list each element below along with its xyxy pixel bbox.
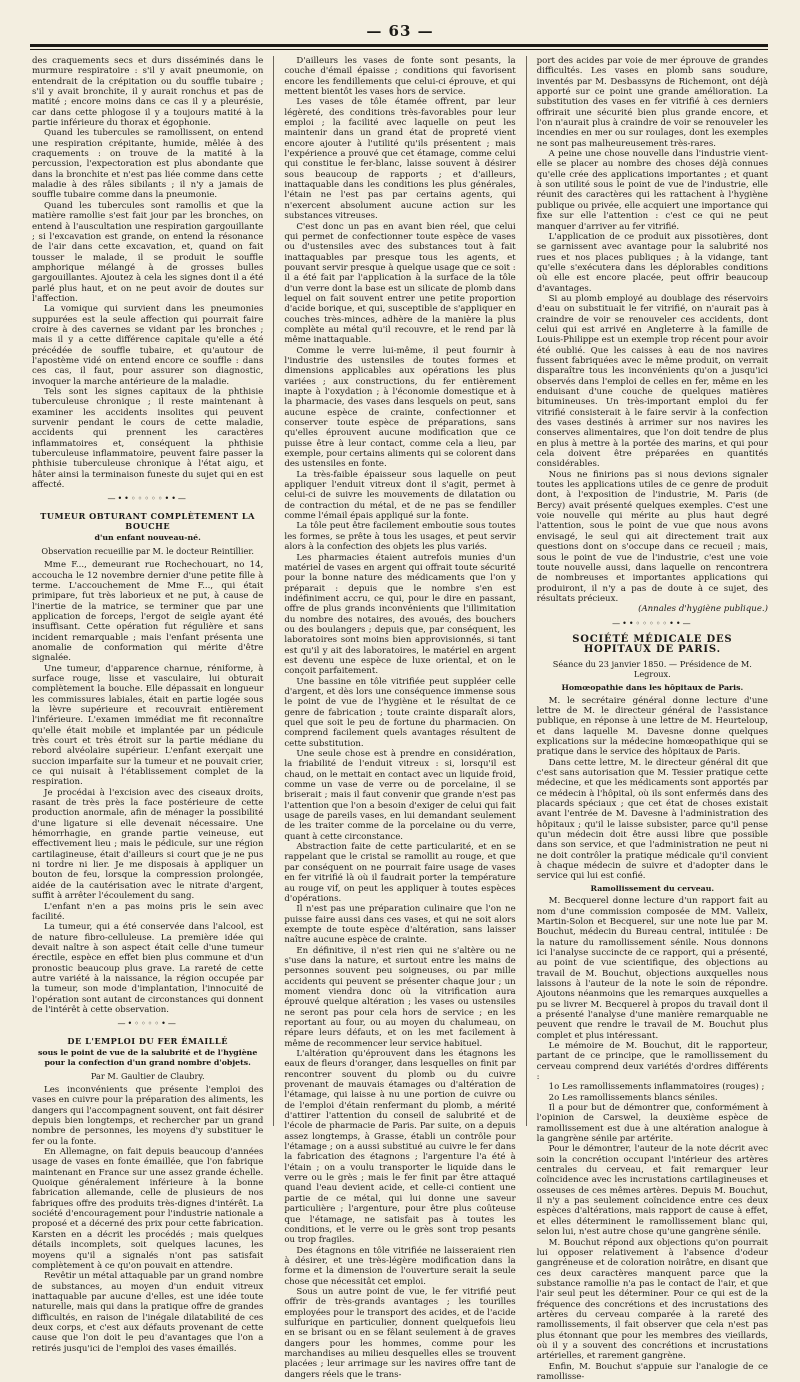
paragraph: M. Bouchut répond aux objections qu'on pourrait lui opposer relativement à l'absence d'odeur gangréneuse et de coloration noirâtre, en disant que ces deux caractères manquent parce que la substance ramollie n'a pas le contact de l'air, et que l'air seul peut les déterminer. Pour ce qui est de la fréquence des concrétions et des incrustations des artères du cerveau comparée à la rareté des ramollissements, il fait observer que cela n'est pas plus étonnant que pour les membres des vieillards, où il y a souvent des concrétions et incrustations artérielles, et rarement gangrène. — [536, 1237, 769, 1362]
paragraph: Il n'est pas une préparation culinaire que l'on ne puisse faire aussi dans ces vases, et qui ne soit alors exempte de toute espèce d'altération, sans laisser naître aucune espèce de crainte. — [284, 904, 516, 946]
columns — [32, 56, 769, 1382]
paragraph: Les pharmacies étaient autrefois munies d'un matériel de vases en argent qui offrait toute sécurité pour la bonne nature des médicaments que l'on y préparait : depuis que le nombre s'en est indéfiniment accru, ce qui, pour le dire en passant, offre de plus grands inconvénients que l'illimitation du nombre des notaires, des avoués, des bouchers ou des boulangers ; depuis que, par conséquent, les laboratoires sont moins bien approvisionnés, si tant est qu'il y ait des laboratoires, le matériel en argent est devenu une espèce de luxe oriental, et on le conçoit parfaitement. — [284, 552, 516, 677]
column-divider — [526, 56, 527, 1126]
article-title: TUMEUR OBTURANT COMPLÈTEMENT LA BOUCHE — [40, 510, 256, 532]
ornament-divider: —••◦◦◦◦◦••— — [107, 494, 188, 504]
paragraph: Tels sont les signes capitaux de la phthisie tuberculeuse chronique ; il reste maintenant à examiner les accidents insolites qui peuvent survenir pendant le cours de cette maladie, accidents qui prennent les caractères inflammatoires et, conséquent la phthisie tuberculeuse inflammatoire, peuvent faire passer la phthisie tuberculeuse chronique à l'état aigu, et hâter ainsi la terminaison funeste du sujet qui en est affecté. — [32, 387, 264, 491]
paragraph: Les vases de tôle étamée offrent, par leur légèreté, des conditions très-favorables pour leur emploi ; la facilité avec laquelle on peut les maintenir dans un grand état de propreté vient encore ajouter à l'utilité qu'ils présentent ; mais l'expérience a prouvé que cet étamage, comme celui qui constitue le fer-blanc, laisse souvent à désirer sous beaucoup de rapports ; et d'ailleurs, inattaquable dans les conditions les plus générales, l'étain ne l'est pas par certains agents, qui n'exercent absolument aucune action sur les substances vitreuses. — [284, 97, 516, 222]
paragraph: Comme le verre lui-même, il peut fournir à l'industrie des ustensiles de toutes formes et dimensions applicables aux opérations les plus variées ; aux constructions, du fer entièrement inapte à l'oxydation ; à l'économie domestique et à la pharmacie, des vases dans lesquels on peut, sans aucune espèce de crainte, confectionner et conserver toute espèce de préparations, sans qu'elles éprouvent aucune modification que ce puisse être à leur contact, comme cela a lieu, par exemple, pour certains aliments qui se colorent dans des ustensiles en fonte. — [284, 345, 516, 470]
paragraph: Quand les tubercules sont ramollis et que la matière ramollie s'est fait jour par les bronches, on entend à l'auscultation une respiration gargouillante ; si l'excavation est grande, on entend la résonance de l'air dans cette excavation, et, quand on fait tousser le malade, il se produit le souffle amphorique mélangé à de grosses bulles gargouillantes. Ajoutez à cela les signes dont il a été parlé plus haut, et on ne peut avoir de doutes sur l'affection. — [32, 200, 264, 304]
paragraph: L'altération qu'éprouvent dans les étagnons les eaux de fleurs d'oranger, dans lesquelles on finit par rencontrer souvent du plomb ou du cuivre provenant de mauvais étamages ou d'altération de l'étamage, qui laisse à nu une portion de cuivre ou de l'emploi d'étain renfermant du plomb, a mérité d'attirer l'attention du conseil de salubrité et de l'école de pharmacie de Paris. Par suite, on a depuis assez longtemps, à Grasse, établi un contrôle pour l'étamage ; on a aussi substitué au cuivre le fer dans la fabrication des étagnons ; l'argenture l'a été à l'étain ; on a voulu transporter le liquide dans le verre ou le grès ; mais le fer finit par être attaqué quand l'eau devient acide, et celle-ci contient une partie de ce métal, qui lui donne une saveur particulière ; l'argenture, pour être plus coûteuse que l'étamage, ne satisfait pas à toutes les conditions, et le verre ou le grès sont trop pesants ou trop fragiles. — [284, 1049, 516, 1246]
paragraph: La vomique qui survient dans les pneumonies suppurées est la seule affection qui pourrait faire croire à des cavernes se vidant par les bronches ; mais il y a cette différence capitale qu'elle a été précédée de souffle tubaire, et qu'autour de l'apostème vidé on entend encore ce souffle : dans ces cas, il faut, pour assurer son diagnostic, invoquer la marche antérieure de la maladie. — [32, 304, 264, 387]
paragraph: Une bassine en tôle vitrifiée peut suppléer celle d'argent, et dès lors une conséquence immense sous le point de vue de l'hygiène et le résultat de ce genre de fabrication ; toute crainte disparaît alors, quel que soit le peu de fortune du pharmacien. On comprend facilement quels avantages résultent de cette substitution. — [284, 676, 516, 749]
paragraph: La très-faible épaisseur sous laquelle on peut appliquer l'enduit vitreux dont il s'agit, permet à celui-ci de suivre les mouvements de dilatation ou de contraction du métal, et de ne pas se fendiller comme l'émail épais appliqué sur la fonte. — [284, 469, 516, 522]
paragraph: Revêtir un métal attaquable par un grand nombre de substances, au moyen d'un enduit vitreux inattaquable par aucune d'elles, est une idée toute naturelle, mais qui dans la pratique offre de grandes difficultés, en raison de l'inégale dilatabilité de ces deux corps, et c'est aux défauts provenant de cette cause que l'on doit le peu d'avantages que l'on a retirés jusqu'ici de l'emploi des vases émaillés. — [32, 1271, 264, 1354]
list-item: 1o Les ramollissements inflammatoires (rouges) ; — [548, 1082, 765, 1093]
paragraph: Des étagnons en tôle vitrifiée ne laisseraient rien à désirer, et une très-légère modification dans la forme et la dimension de l'ouverture serait la seule chose que nécessitât cet emploi. — [284, 1245, 516, 1287]
article-subtitle: sous le point de vue de la salubrité et de l'hygiène pour la confection d'un grand nombre d'objets. — [38, 1047, 258, 1068]
paragraph: La tôle peut être facilement emboutie sous toutes les formes, se prête à tous les usages, et peut servir alors à la confection des objets les plus variés. — [284, 521, 516, 553]
paragraph: A peine une chose nouvelle dans l'industrie vient-elle se placer au nombre des choses déjà connues qu'elle crée des applications importantes ; et quant à son utilité sous le point de vue de l'industrie, elle réunit des caractères qui les rattachent à l'hygiène publique ou privée, elle acquiert une importance qui fixe sur elle l'attention : c'est ce qui ne peut manquer d'arriver au fer vitrifié. — [536, 149, 769, 232]
header-rule — [30, 44, 768, 47]
article-subtitle: Ramollissement du cerveau. — [590, 883, 715, 893]
paragraph: C'est donc un pas en avant bien réel, que celui qui permet de confectionner toute espèce de vases ou d'ustensiles avec des substances tout à fait inattaquables par presque tous les agents, et pouvant servir presque à quelque usage que ce soit : il a été fait par l'application à la surface de la tôle d'un verre dont la base est un silicate de plomb dans lequel on fait souvent entrer une petite proportion d'acide borique, et qui, susceptible de s'appliquer en couches très-minces, adhère de la manière la plus complète au métal qu'il recouvre, et le rend par là même inattaquable. — [284, 221, 516, 346]
ornament-divider: —••◦◦◦◦◦••— — [612, 618, 693, 628]
paragraph: La tumeur, qui a été conservée dans l'alcool, est de nature fibro-celluleuse. La première idée qui devait naître à son aspect était celle d'une tumeur érectile, espèce en effet bien plus commune et d'un pronostic beaucoup plus grave. La rareté de cette autre variété à la naissance, la région occupée par la tumeur, son mode d'implantation, l'innocuité de l'opération sont autant de circonstances qui donnent de l'intérêt à cette observation. — [32, 922, 264, 1015]
paragraph: Pour le démontrer, l'auteur de la note décrit avec soin la concrétion occupant l'intérieur des artères centrales du cerveau, et fait remarquer leur coïncidence avec les incrustations cartilagineuses et osseuses de ces mêmes artères. Depuis M. Bouchut, il n'y a pas seulement coïncidence entre ces deux espèces d'altérations, mais rapport de cause à effet, et elles déterminent le ramollissement blanc qui, selon lui, n'est autre chose qu'une gangrène sénile. — [536, 1144, 769, 1238]
paragraph: Si au plomb employé au doublage des réservoirs d'eau on substituait le fer vitrifié, on n'aurait pas à craindre de voir se renouveler ces accidents, dont celui qui est arrivé en Angleterre à la famille de Louis-Philippe est un exemple trop récent pour avoir été oublié. Que les caisses à eau de nos navires fussent fabriquées avec le même produit, on verrait disparaître tous les inconvénients qu'on a jusqu'ici observés dans l'emploi de celles en fer, même en les enduisant d'une couche de quelques matières bitumineuses. Un très-important emploi du fer vitrifié consisterait à le faire servir à la confection des vases destinés à arrimer sur nos navires les conserves alimentaires, que l'on doit tendre de plus en plus à mettre à la portée des marins, et qui pour cela doivent être préparées en quantités considérables. — [536, 293, 769, 470]
page-number: — 63 — — [366, 22, 434, 40]
paragraph: L'enfant n'en a pas moins pris le sein avec facilité. — [32, 901, 264, 922]
paragraph: port des acides par voie de mer éprouve de grandes difficultés. Les vases en plomb sans soudure, inventés par M. Desbassyns de Richemont, ont déjà apporté sur ce point une grande amélioration. La substitution des vases en fer vitrifié à ces derniers offrirait une sécurité bien plus grande encore, et l'on n'aurait plus à craindre de voir se renouveler les incendies en mer ou sur roulages, dont les exemples ne sont pas malheureusement très-rares. — [536, 56, 769, 149]
article-byline: Observation recueillie par M. le docteur Reintillier. — [41, 545, 254, 556]
paragraph: Abstraction faite de cette particularité, et en se rappelant que le cristal se ramollit au rouge, et que par conséquent on ne pourrait faire usage de vases en fer vitrifié là où il faudrait porter la température au rouge vif, on peut les appliquer à toutes espèces d'opérations. — [284, 842, 516, 904]
column-3 — [536, 56, 769, 1382]
paragraph: M. le secrétaire général donne lecture d'une lettre de M. le directeur général de l'assistance publique, en réponse à une lettre de M. Heurteloup, et dans laquelle M. Davesne donne quelques explications sur la médecine homœopathique qui se pratique dans le service des hôpitaux de Paris. — [536, 695, 769, 758]
paragraph: Dans cette lettre, M. le directeur général dit que c'est sans autorisation que M. Tessier pratique cette médecine, et que les médicaments sont apportés par ce médecin à l'hôpital, où ils sont enfermés dans des placards spéciaux ; que cet état de choses existait avant l'entrée de M. Davesne à l'administration des hôpitaux ; qu'il le laisse subsister, parce qu'il pense qu'un médecin doit être aussi libre que possible dans son service, et que l'administration ne peut ni ne doit contrôler la pratique médicale qu'il convient à chaque médecin de suivre et d'adopter dans le service qui lui est confié. — [536, 757, 769, 882]
column-1 — [32, 56, 264, 1354]
source-citation: (Annales d'hygiène publique.) — [638, 604, 769, 615]
paragraph: des craquements secs et durs disséminés dans le murmure respiratoire : s'il y avait pneumonie, on entendrait de la crépitation ou du souffle tubaire ; s'il y avait bronchite, il y aurait ronchus et pas de matité ; encore moins dans ce cas il y a pleurésie, car dans cette phlogose il y a toujours matité à la partie inférieure du thorax et égophonie. — [32, 56, 264, 129]
article-byline: Par M. Gaultier de Claubry. — [90, 1070, 205, 1081]
paragraph: En définitive, il n'est rien qui ne s'altère ou ne s'use dans la nature, et surtout entre les mains de personnes souvent peu soigneuses, ou par mille accidents qui peuvent se présenter chaque jour ; un moment viendra donc où la vitrification aura éprouvé quelque altération ; les vases ou ustensiles ne seront pas pour cela hors de service ; en les reportant au four, ou au moyen du chalumeau, on répare leurs défauts, et on les met facilement à même de recommencer leur service habituel. — [284, 945, 516, 1049]
paragraph: Nous ne finirions pas si nous devions signaler toutes les applications utiles de ce genre de produit dont, à l'exposition de l'industrie, M. Paris (de Bercy) avait présenté quelques exemples. C'est une voie nouvelle qui mérite au plus haut degré l'attention, sous le point de vue que nous avons envisagé, le seul qui ait directement trait aux questions dont on s'occupe dans ce recueil ; mais, sous le point de vue de l'industrie, c'est une voie toute nouvelle aussi, dans laquelle on rencontrera de nombreuses et importantes applications qui produiront, il n'y a pas de doute à ce sujet, des résultats précieux. — [536, 469, 769, 604]
article-title: DE L'EMPLOI DU FER ÉMAILLÉ — [67, 1035, 228, 1046]
section-title: SOCIÉTÉ MÉDICALE DES HOPITAUX DE PARIS. — [572, 633, 733, 656]
session-line: Séance du 23 janvier 1850. — Présidence de M. Legroux. — [552, 658, 752, 679]
paragraph: Le mémoire de M. Bouchut, dit le rapporteur, partant de ce principe, que le ramollissement du cerveau comprend deux variétés d'ordres différents : — [536, 1040, 769, 1082]
article-subtitle: Homœopathie dans les hôpitaux de Paris. — [561, 683, 744, 693]
article-subtitle: d'un enfant nouveau-né. — [94, 533, 201, 543]
paragraph: M. Becquerel donne lecture d'un rapport fait au nom d'une commission composée de MM. Valleix, Martin-Solon et Becquerel, sur une note lue par M. Bouchut, médecin du Bureau central, intitulée : De la nature du ramollissement sénile. Nous donnons ici l'analyse succincte de ce rapport, qui a présenté, au point de vue scientifique, des objections au travail de M. Bouchut, objections auxquelles nous laissons à l'auteur de la note le soin de répondre. Ajoutons néanmoins que les remarques auxquelles a pu se livrer M. Becquerel à propos du travail dont il a présenté l'analyse d'une manière remarquable ne peuvent que rendre le travail de M. Bouchut plus complet et plus intéressant. — [536, 896, 769, 1041]
paragraph: Je procédai à l'excision avec des ciseaux droits, rasant de très près la face postérieure de cette production anormale, afin de ménager la possibilité d'une ligature si elle devenait nécessaire. Une hémorrhagie, en grande partie veineuse, eut effectivement lieu ; mais le pédicule, sur une région cartilagineuse, était d'ailleurs si court que je ne pus ni tordre ni lier. Je me disposais à appliquer un bouton de feu, lorsque la compression prolongée, aidée de la cautérisation avec le nitrate d'argent, suffit à arrêter l'écoulement du sang. — [32, 787, 264, 902]
header-rule-thin — [30, 49, 768, 50]
ornament-divider: —•◦◦◦◦•— — [117, 1019, 178, 1029]
list-item: 2o Les ramollissements blancs séniles. — [548, 1092, 718, 1103]
paragraph: L'application de ce produit aux pissotières, dont se garnissent avec avantage pour la salubrité nos rues et nos places publiques ; à la vidange, tant qu'elle s'exécutera dans les déplorables conditions où elle est encore placée, peut offrir beaucoup d'avantages. — [536, 231, 769, 294]
paragraph: Une tumeur, d'apparence charnue, réniforme, à surface rouge, lisse et vasculaire, lui obturait complètement la bouche. Elle dépassait en longueur les commissures labiales, était en partie logée sous la lèvre supérieure et recouvrait entièrement l'inférieure. L'examen immédiat me fit reconnaître qu'elle était mobile et implantée par un pédicule très court et très étroit sur la partie médiane du rebord alvéolaire supérieur. L'enfant exerçait une succion imparfaite sur la tumeur et ne pouvait crier, ce qui nuisait à l'établissement complet de la respiration. — [32, 663, 264, 788]
column-divider — [273, 56, 274, 1126]
paragraph: Enfin, M. Bouchut s'appuie sur l'analogie de ce ramollisse- — [536, 1361, 769, 1382]
paragraph: Une seule chose est à prendre en considération, la friabilité de l'enduit vitreux : si, lorsqu'il est chaud, on le mettait en contact avec un liquide froid, comme un vase de verre ou de porcelaine, il se briserait ; mais il faut convenir que grande n'est pas l'attention que l'on a besoin d'exiger de celui qui fait usage de pareils vases, en lui demandant seulement de les traiter comme de la porcelaine ou du verre, quant à cette circonstance. — [284, 749, 516, 842]
paragraph: Il a pour but de démontrer que, conformément à l'opinion de Carswel, la deuxième espèce de ramollissement est due à une altération analogue à la gangrène sénile par artérite. — [536, 1103, 769, 1145]
paragraph: Quand les tubercules se ramollissent, on entend une respiration crépitante, humide, mêlée à des craquements : on trouve de la matité à la percussion, l'expectoration est plus abondante que dans la bronchite et n'est pas liée comme dans cette maladie à des râles sibilants ; il n'y a jamais de souffle tubaire comme dans la pneumonie. — [32, 128, 264, 201]
paragraph: En Allemagne, on fait depuis beaucoup d'années usage de vases en fonte émaillée, que l'on fabrique maintenant en France sur une assez grande échelle. Quoique généralement inférieure à la bonne fabrication allemande, celle de plusieurs de nos fabriques offre des produits très-dignes d'intérêt. La société d'encouragement pour l'industrie nationale a proposé et a décerné des prix pour cette fabrication. Karsten en a décrit les procédés ; mais quelques détails incomplets, soit quelques lacunes, les moyens qu'il a signalés n'ont pas satisfait complètement à ce qu'on pouvait en attendre. — [32, 1147, 264, 1271]
paragraph: Les inconvénients que présente l'emploi des vases en cuivre pour la préparation des aliments, les dangers qui l'accompagnent souvent, ont fait désirer depuis bien longtemps, et rechercher par un grand nombre de personnes, les moyens d'y substituer le fer ou la fonte. — [32, 1085, 264, 1147]
column-2 — [284, 56, 516, 1380]
paragraph: D'ailleurs les vases de fonte sont pesants, la couche d'émail épaisse ; conditions qui favorisent encore les fendillements que celui-ci éprouve, et qui mettent bientôt les vases hors de service. — [284, 56, 516, 98]
paragraph: Sous un autre point de vue, le fer vitrifié peut offrir de très-grands avantages ; les tourilles employées pour le transport des acides, et de l'acide sulfurique en particulier, donnent quelquefois lieu en se brisant ou en se fêlant seulement à de graves dangers pour les hommes, comme pour les marchandises au milieu desquelles elles se trouvent placées ; leur arrimage sur les navires offre tant de dangers réels que le trans- — [284, 1286, 516, 1380]
paragraph: Mme F..., demeurant rue Rochechouart, no 14, accoucha le 12 novembre dernier d'une petite fille à terme. L'accouchement de Mme F..., qui était primipare, fut très laborieux et ne put, à cause de l'inertie de la matrice, se terminer que par une application de forceps, l'ergot de seigle ayant été insuffisant. Cette opération fut régulière et sans incident remarquable ; mais l'enfant présenta une anomalie de conformation qui mérite d'être signalée. — [32, 560, 264, 664]
